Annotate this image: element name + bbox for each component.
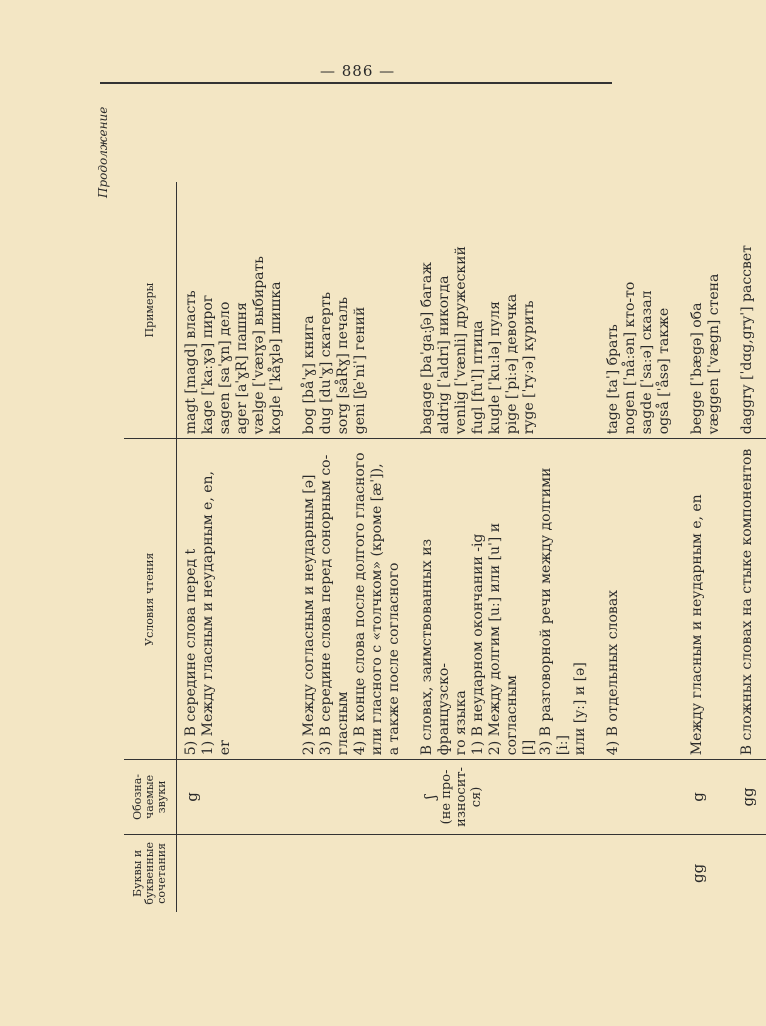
condition-line: 2) Между согласным и неударным [ə] (301, 474, 317, 756)
letter-cell (177, 834, 296, 912)
conditions-cell (295, 439, 413, 760)
example-line: tage [taˈ] брать (605, 324, 621, 435)
sound-symbol: ʃ (421, 794, 439, 799)
example-line: bog [båˈɣ] книга (301, 315, 317, 435)
conditions-cell (683, 439, 733, 760)
letter-cell (295, 834, 413, 912)
table-row (683, 182, 733, 912)
condition-line: гласным (335, 691, 351, 756)
examples-cell (599, 182, 683, 439)
letter-cell (733, 834, 766, 912)
continued-label: Продолжение (96, 106, 110, 198)
letter-cell (413, 834, 599, 912)
condition-line: 4) В отдельных словах (605, 589, 621, 756)
examples-cell (177, 182, 296, 439)
sound-cell (599, 760, 683, 834)
phonetics-table (124, 182, 766, 912)
sound-cell: g (177, 760, 296, 834)
conditions-cell (733, 439, 766, 760)
example-line: begge [ˈbægə] оба (689, 302, 705, 435)
example-line: fugl [fuˈl] птица (470, 320, 486, 435)
condition-line: а также после согласного (386, 562, 402, 756)
examples-cell (295, 182, 413, 439)
example-line: kogle [ˈkåɣlə] шишка (268, 281, 284, 435)
example-line: daggry [ˈdɑg,gryˈ] рассвет (739, 245, 755, 435)
example-line: kugle [ˈkuːlə] пуля (487, 301, 503, 435)
example-line: sagde [ˈsaːə] сказал (639, 290, 655, 435)
example-line: magt [magd] власть (183, 290, 199, 435)
page-number: — 886 — (320, 62, 396, 80)
examples-cell (683, 182, 733, 439)
condition-line: или гласного с «толчком» (кроме [æˈ]), (369, 463, 385, 756)
condition-line: го языка (453, 690, 469, 756)
example-line: vælge [ˈvæɪɣə] выбирать (251, 256, 267, 435)
condition-line: 4) В конце слова после долгого гласного (352, 452, 368, 756)
condition-line: 1) В неударном окончании -ig (470, 533, 486, 756)
table-row (177, 182, 296, 912)
header-sounds: Обозна- чаемые звуки (124, 760, 177, 834)
example-line: pige [ˈpiːə] девочка (504, 293, 520, 435)
condition-line: 5) В середине слова перед t (183, 548, 199, 756)
condition-line: В сложных словах на стыке компонентов (739, 448, 755, 756)
condition-line: er (217, 740, 233, 756)
conditions-cell (599, 439, 683, 760)
sound-cell: gg (733, 760, 766, 834)
example-line: aldrig [ˈaldri] никогда (436, 275, 452, 435)
table-row (599, 182, 683, 912)
sound-cell: g (683, 760, 733, 834)
example-line: nogen [ˈnåːən] кто-то (622, 281, 638, 435)
example-line: sorg [såRɣ] печаль (335, 296, 351, 435)
condition-line: 1) Между гласным и неударным e, en, (200, 471, 216, 756)
table-row (413, 182, 599, 912)
example-line: kage [ˈkaːɣə] пирог (200, 294, 216, 435)
condition-line: Между гласным и неударным e, en (689, 494, 705, 756)
example-line: bagage [baˈgaːʃə] багаж (419, 261, 435, 435)
table-row (733, 182, 766, 912)
condition-line: 2) Между долгим [uː] или [uˈ] и согласным (487, 522, 520, 756)
table-header-row (124, 182, 177, 912)
header-letters: Буквы и буквенные сочетания (124, 834, 177, 912)
conditions-cell (413, 439, 599, 760)
condition-line: 3) В середине слова перед сонорным со- (318, 454, 334, 756)
conditions-cell (177, 439, 296, 760)
sound-cell (413, 760, 599, 834)
examples-cell (733, 182, 766, 439)
sound-cell (295, 760, 413, 834)
example-line: ager [aˈɣR] пашня (234, 302, 250, 435)
example-line: også [ˈåsə] также (656, 307, 672, 435)
sound-note: (не про- износит- ся) (439, 767, 484, 827)
example-line: dug [duˈɣ] скатерть (318, 291, 334, 435)
header-rule (100, 82, 612, 84)
table-row (295, 182, 413, 912)
examples-cell (413, 182, 599, 439)
header-conditions: Условия чтения (124, 439, 177, 760)
rotated-table (124, 182, 757, 912)
header-examples: Примеры (124, 182, 177, 439)
example-line: sagen [saˈɣn] дело (217, 301, 233, 435)
example-line: væggen [ˈvægn] стена (706, 273, 722, 435)
example-line: venlig [ˈvænli] дружеский (453, 246, 469, 435)
letter-cell (599, 834, 683, 912)
example-line: ryge [ˈryːə] курить (521, 300, 537, 435)
condition-line: 3) В разговорной речи между долгими [iː] (538, 467, 571, 756)
condition-line: [l] (521, 739, 537, 756)
example-line: geni [ʃeˈniˈ] гений (352, 306, 368, 435)
condition-line: или [yː] и [ə] (572, 662, 588, 756)
letter-cell: gg (683, 834, 733, 912)
condition-line: В словах, заимствованных из французско- (419, 538, 452, 756)
